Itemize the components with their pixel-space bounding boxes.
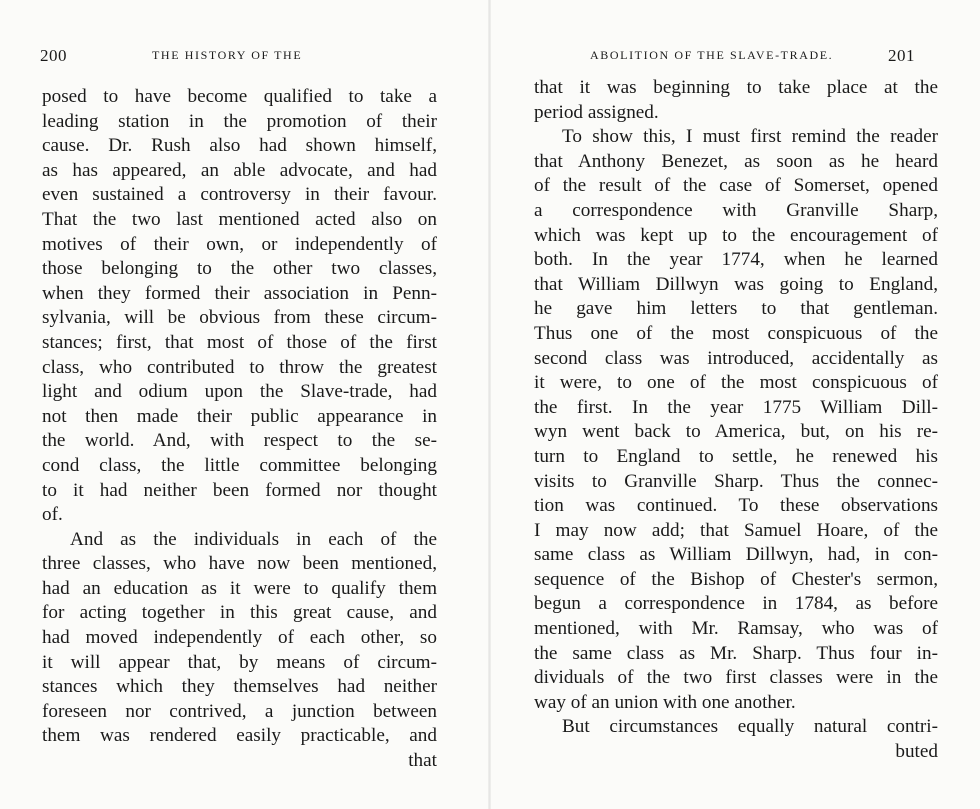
text-line: light and odium upon the Slave-trade, had xyxy=(42,381,437,403)
text-line: sylvania, will be obvious from these circum- xyxy=(42,307,437,329)
text-line: as has appeared, an able advocate, and had xyxy=(42,159,437,181)
text-line: same class as William Dillwyn, had, in con- xyxy=(534,544,938,566)
page-number: 200 xyxy=(40,46,67,65)
text-line: had moved independently of each other, so xyxy=(42,627,437,649)
text-line: that William Dillwyn was going to England, xyxy=(534,273,938,295)
page-number: 201 xyxy=(888,46,915,65)
text-line: cause. Dr. Rush also had shown himself, xyxy=(42,135,437,157)
text-line: even sustained a controversy in their favour. xyxy=(42,184,437,206)
text-line: begun a correspondence in 1784, as before xyxy=(534,593,938,615)
page-body-text xyxy=(42,85,437,774)
text-line: sequence of the Bishop of Chester's sermon, xyxy=(534,568,938,590)
text-line: it were, to one of the most conspicuous of xyxy=(534,372,938,394)
text-line: a correspondence with Granville Sharp, xyxy=(534,199,938,221)
text-line: second class was introduced, accidentally as xyxy=(534,347,938,369)
text-line: he gave him letters to that gentleman. xyxy=(534,298,938,320)
text-line: mentioned, with Mr. Ramsay, who was of xyxy=(534,618,938,640)
text-line: for acting together in this great cause, and xyxy=(42,602,437,624)
text-line: stances; first, that most of those of the first xyxy=(42,331,437,353)
catchword: buted xyxy=(895,741,938,763)
text-line: the same class as Mr. Sharp. Thus four in- xyxy=(534,642,938,664)
text-line: visits to Granville Sharp. Thus the connec- xyxy=(534,470,938,492)
text-line: leading station in the promotion of their xyxy=(42,110,437,132)
text-line: way of an union with one another. xyxy=(534,691,796,713)
text-line: That the two last mentioned acted also on xyxy=(42,208,437,230)
right-page xyxy=(490,0,980,809)
text-line: Thus one of the most conspicuous of the xyxy=(534,322,938,344)
text-line: posed to have become qualified to take a xyxy=(42,86,437,107)
text-line: when they formed their association in Penn- xyxy=(42,282,437,304)
text-line: of the result of the case of Somerset, opened xyxy=(534,175,938,197)
text-line: had an education as it were to qualify them xyxy=(42,577,437,599)
paragraph-first-line: And as the individuals in each of the xyxy=(70,528,437,550)
text-line: motives of their own, or independently of xyxy=(42,233,437,255)
text-line: which was kept up to the encouragement of xyxy=(534,224,938,246)
text-line: I may now add; that Samuel Hoare, of the xyxy=(534,519,938,541)
catchword: that xyxy=(408,750,437,772)
text-line: those belonging to the other two classes, xyxy=(42,258,437,280)
running-head: THE HISTORY OF THE xyxy=(152,48,303,62)
text-line: to it had neither been formed nor thought xyxy=(42,479,437,501)
text-line: cond class, the little committee belonging xyxy=(42,454,437,476)
text-line: that Anthony Benezet, as soon as he heard xyxy=(534,150,938,172)
text-line: three classes, who have now been mentioned, xyxy=(42,553,437,575)
page-body-text xyxy=(534,76,938,765)
text-line: the world. And, with respect to the se- xyxy=(42,430,437,452)
text-line: them was rendered easily practicable, and xyxy=(42,725,437,747)
text-line: both. In the year 1774, when he learned xyxy=(534,249,938,271)
text-line: not then made their public appearance in xyxy=(42,405,437,427)
text-line: turn to England to settle, he renewed his xyxy=(534,445,938,467)
text-line: it will appear that, by means of circum- xyxy=(42,651,437,673)
text-line: wyn went back to America, but, on his re- xyxy=(534,421,938,443)
paragraph-first-line: To show this, I must first remind the reader xyxy=(562,126,938,148)
text-line: period assigned. xyxy=(534,101,659,123)
text-line: of. xyxy=(42,504,63,526)
text-line: the first. In the year 1775 William Dill- xyxy=(534,396,938,418)
text-line: that it was beginning to take place at the xyxy=(534,77,938,98)
paragraph-first-line: But circumstances equally natural contri- xyxy=(562,716,938,738)
text-line: dividuals of the two first classes were in the xyxy=(534,667,938,689)
text-line: tion was continued. To these observations xyxy=(534,495,938,517)
running-head: ABOLITION OF THE SLAVE-TRADE. xyxy=(590,48,834,62)
text-line: class, who contributed to throw the greatest xyxy=(42,356,437,378)
text-line: foreseen nor contrived, a junction between xyxy=(42,700,437,722)
text-line: stances which they themselves had neither xyxy=(42,676,437,698)
